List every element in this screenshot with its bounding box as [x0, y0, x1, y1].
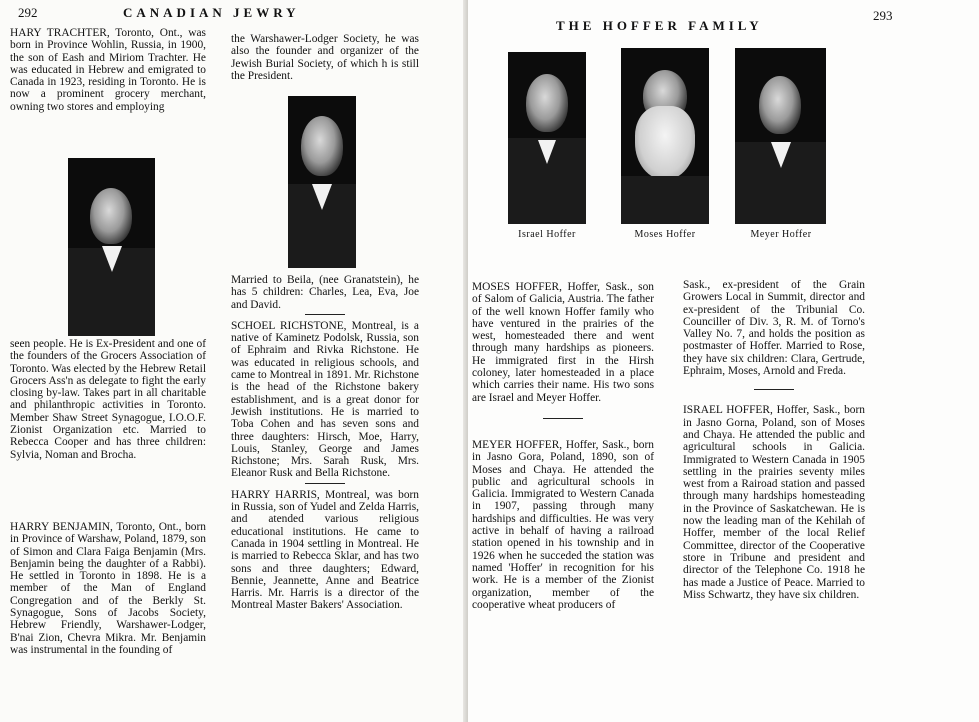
left-page [0, 0, 468, 722]
caption-moses-hoffer: Moses Hoffer [634, 229, 696, 240]
divider [543, 418, 583, 419]
divider [305, 483, 345, 484]
moses-hoffer-entry: MOSES HOFFER, Hoffer, Sask., son of Salom of Galicia, Austria. The father of the well known Hoffer family who have ventured in the prairies of the west, homesteaded there and went through many hardships as pioneers. He immigrated first in the Hirsh coloney, later homesteaded in a place which carries their name. His two sons are Israel and Meyer Hoffer. [472, 281, 654, 404]
left-column-1-mid [10, 338, 206, 461]
israel-hoffer-entry: ISRAEL HOFFER, Hoffer, Sask., born in Jasno Gorna, Poland, son of Moses and Chaya. He attended the public and agricultural schools in Galicia. Immigrated to Western Canada in 1905 settling in the prairies seventy miles west from a Rairoad station and passed through many hardships homesteading in the Province of Saskatchewan. He is now the leading man of the Kehilah of Hoffer, member of the local Relief Committee, director of the Cooperative store in Tribune and president and director of the Telephone Co. 1918 he has made a Justice of Peace. Married to Miss Schwartz, they have six children. [683, 404, 865, 601]
right-page-number: 293 [873, 8, 893, 23]
divider [754, 389, 794, 390]
benjamin-entry-continued: the Warshawer-Lodger Society, he was also the founder and organizer of the Jewish Burial Society, of which h is still the President. [231, 33, 419, 82]
left-column-1-bottom [10, 521, 206, 656]
right-column-1-top [472, 281, 654, 611]
portrait-meyer-hoffer [735, 48, 826, 224]
right-page [468, 0, 979, 722]
portrait-unnamed [288, 96, 356, 268]
divider [305, 314, 345, 315]
richstone-entry: SCHOEL RICHSTONE, Montreal, is a native of Kaminetz Podolsk, Russia, son of Ephraim and Rivka Richstone. He was educated in religious schools, and came to Montreal in 1891. Mr. Richstone is the head of the Richstone bakery establishment, and is a great donor for Jewish institutions. He is married to Toba Cohen and has seven sons and three daughters: Hirsch, Moe, Harry, Louis, Stanley, George and James Richstone; Mrs. Sarah Rusk, Mrs. Eleanor Rusk and Bella Richstone. [231, 319, 419, 480]
left-column-2-mid [231, 274, 419, 612]
left-running-head: CANADIAN JEWRY [123, 5, 300, 20]
benjamin-entry: HARRY BENJAMIN, Toronto, Ont., born in Province of Warshaw, Poland, 1879, son of Simon and Clara Faiga Benjamin (Mrs. Benjamin being the daughter of a Rabbi). He settled in Toronto in 1898. He is a member of the Man of England Congregation and of the Berkly St. Synagogue, Sons of Jacobs Society, Hebrew Friendly, Warshawer-Lodger, B'nai Zion, Chevra Mikra. Mr. Benjamin was instrumental in the founding of [10, 521, 206, 656]
harris-entry: HARRY HARRIS, Montreal, was born in Russia, son of Yudel and Zelda Harris, and atended various religious educational institutions. He came to Canada in 1904 settling in Montreal. He is married to Rebecca Sklar, and has two sons and three daughters; Edward, Bennie, Jeannette, Anne and Beatrice Harris. Mr. Harris is a director of the Montreal Master Bakers' Association. [231, 488, 419, 612]
right-running-head: THE HOFFER FAMILY [556, 18, 763, 33]
left-page-number: 292 [18, 5, 38, 20]
trachter-entry-continued: seen people. He is Ex-President and one of the founders of the Grocers Association of Toronto. Was elected by the Hebrew Retail Grocers Ass'n as delegate to fight the early closing by-law. Takes part in all charitable and philanthropic activities in Toronto. Member Shaw Street Synagogue, I.O.O.F. Zionist Organization etc. Married to Rebecca Cooper and has three children: Sylvia, Noman and Brocha. [10, 338, 206, 461]
caption-israel-hoffer: Israel Hoffer [518, 229, 576, 240]
benjamin-family: Married to Beila, (nee Granatstein), he has 5 children: Charles, Lea, Eva, Joe and David. [231, 274, 419, 311]
right-column-2 [683, 279, 865, 601]
portrait-moses-hoffer [621, 48, 709, 224]
meyer-hoffer-entry: MEYER HOFFER, Hoffer, Sask., born in Jasno Gora, Poland, 1890, son of Moses and Chaya. He attended the public and agricultural schools in Galicia. Immigrated to Western Canada in 1907, passing through many hardships and difficulties. He was very active in behalf of having a railroad station opened in his township and in 1926 when he succeded the station was named 'Hoffer' in recognition for his work. He is a member of the Zionist organization, member of the cooperative wheat producers of [472, 438, 654, 611]
left-column-2-top [231, 33, 419, 82]
portrait-israel-hoffer [508, 52, 586, 224]
caption-meyer-hoffer: Meyer Hoffer [750, 229, 812, 240]
meyer-hoffer-entry-continued: Sask., ex-president of the Grain Growers Local in Summit, director and ex-president of the Tribunial Co. Counciller of Div. 3, R. M. of Torno's Valley No. 7, and holds the position as postmaster of Hoffer. Married to Rose, they have six children: Clara, Gertrude, Ephraim, Moses, Arnold and Freda. [683, 279, 865, 378]
portrait-trachter [68, 158, 155, 336]
trachter-entry: HARY TRACHTER, Toronto, Ont., was born in Province Wohlin, Russia, in 1900, the son of Eash and Miriom Trachter. He was educated in Hebrew and emigrated to Canada in 1923, residing in Toronto. He is now a prominent grocery merchant, owning two stores and employing [10, 27, 206, 113]
left-column-1-top [10, 27, 206, 113]
